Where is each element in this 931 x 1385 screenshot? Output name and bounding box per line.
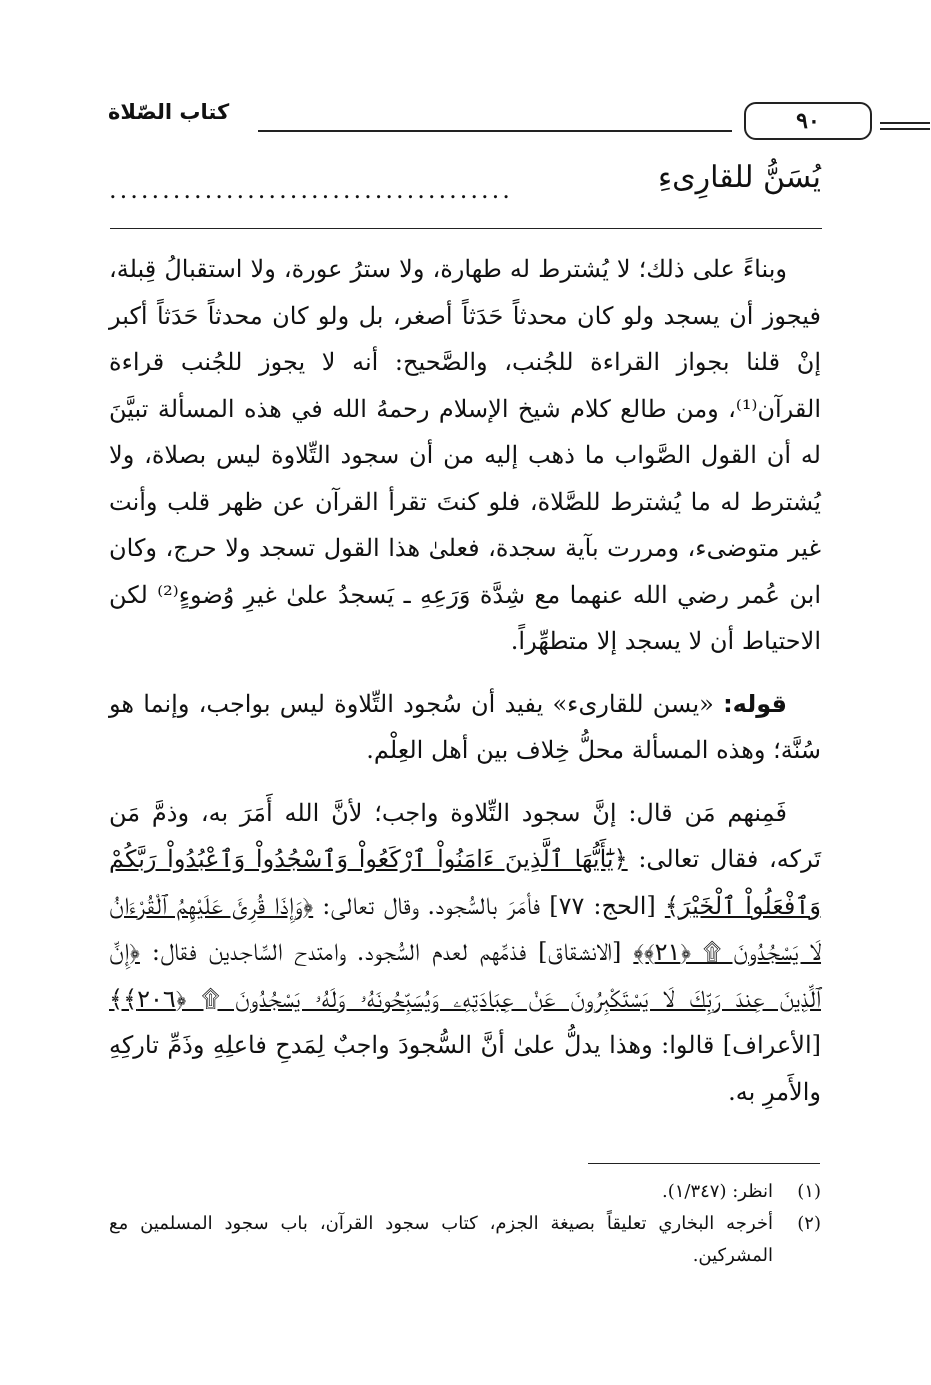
matn-dots: ...................................... <box>109 176 513 204</box>
quran-verse-1: ﴿يَٰٓأَيُّهَا ٱلَّذِينَ ءَامَنُواْ ٱرْكَعُواْ وَٱسْجُدُواْ وَٱعْبُدُواْ رَبَّكُمْ وَٱفْعَلُواْ ٱلْخَيْرَ﴾ <box>109 845 821 920</box>
page-number: ٩٠ <box>744 102 872 140</box>
footnotes <box>109 1176 821 1272</box>
page-header <box>108 96 820 142</box>
paragraph-3-part2: [الحج: ٧٧] فأمَرَ بالسُّجود. وقال تعالى: <box>313 891 665 920</box>
footnote-1 <box>109 1176 821 1208</box>
header-rule <box>258 130 732 132</box>
matn-heading <box>109 160 821 210</box>
paragraph-3-part3: [الانشقاق] فذمَّهم لعدم السُّجود. وامتدح السَّاجدين فقال: <box>139 938 634 966</box>
quran-verse-2: ﴿وَإِذَا قُرِئَ عَلَيْهِمُ ٱلْقُرْءَانُ لَا يَسْجُدُونَ ۩ ﴿٢١﴾﴾ <box>109 891 822 966</box>
footnote-1-text: انظر: (١/٣٤٧). <box>661 1181 773 1202</box>
paragraph-1 <box>109 246 821 665</box>
paragraph-3 <box>109 790 821 1116</box>
paragraph-3-part1: فَمِنهم مَن قال: إنَّ سجود التِّلاوة واجب؛ لأنَّ الله أَمَرَ به، وذمَّ مَن تَركه، فقال تعالى: <box>109 798 822 873</box>
footnote-2 <box>109 1208 821 1272</box>
footnote-2-number: (٢) <box>797 1213 821 1234</box>
matn-text: يُسَنُّ للقارِىءِ <box>658 160 821 195</box>
paragraph-1-text: وبناءً على ذلك؛ لا يُشترط له طهارة، ولا سترُ عورة، ولا استقبالُ قِبلة، فيجوز أن يسجد ولو كان محدثاً حَدَثاً أصغر، بل ولو كان محدثاً حَدَثاً أكبر إنْ قلنا بجواز القراءة للجُنب، والصَّحيح: أنه لا يجوز للجُنب قراءة القرآن⁽¹⁾، ومن طالع كلام شيخ الإسلام رحمهُ الله في هذه المسألة تبيَّنَ له أن القول الصَّواب ما ذهب إليه من أن سجود التِّلاوة ليس بصلاة، ولا يُشترط له ما يُشترط للصَّلاة، فلو كنتَ تقرأ القرآن عن ظهر قلب وأنت غير متوضىء، ومررت بآية سجدة، فعلىٰ هذا القول تسجد ولا حرج، وكان ابن عُمر رضي الله عنهما مع شِدَّة وَرَعِهِ ـ يَسجدُ علىٰ غيرِ وُضوءٍ⁽²⁾ لكن الاحتياط أن لا يسجد إلا متطهِّراً. <box>109 255 821 655</box>
paragraph-3-part4: [الأعراف] قالوا: وهذا يدلُّ علىٰ أنَّ السُّجودَ واجبٌ لِمَدحِ فاعلِهِ وذَمِّ تاركِهِ والأَمرِ به. <box>109 1031 821 1106</box>
body-text <box>109 246 821 1131</box>
quran-verse-3: ﴿إِنَّ ٱلَّذِينَ عِندَ رَبِّكَ لَا يَسْتَكْبِرُونَ عَنْ عِبَادَتِهِۦ وَيُسَبِّحُونَهُۥ وَلَهُۥ يَسْجُدُونَ ۩ ﴿٢٠٦﴾﴾ <box>109 938 821 1013</box>
matn-rule <box>110 228 822 229</box>
book-title: كتاب الصّلاة <box>108 100 230 124</box>
paragraph-2-text: «يسن للقارىء» يفيد أن سُجود التِّلاوة ليس بواجب، وإنما هو سُنَّة؛ وهذه المسألة محلُّ خِلاف بين أهل العِلْم. <box>109 689 821 764</box>
paragraph-2 <box>109 681 821 774</box>
footnote-rule <box>588 1163 820 1164</box>
footnote-1-number: (١) <box>797 1181 821 1202</box>
footnote-2-text: أخرجه البخاري تعليقاً بصيغة الجزم، كتاب سجود القرآن، باب سجود المسلمين مع المشركين. <box>109 1213 773 1266</box>
header-double-rule <box>880 122 930 130</box>
paragraph-2-lead: قوله: <box>723 689 787 718</box>
